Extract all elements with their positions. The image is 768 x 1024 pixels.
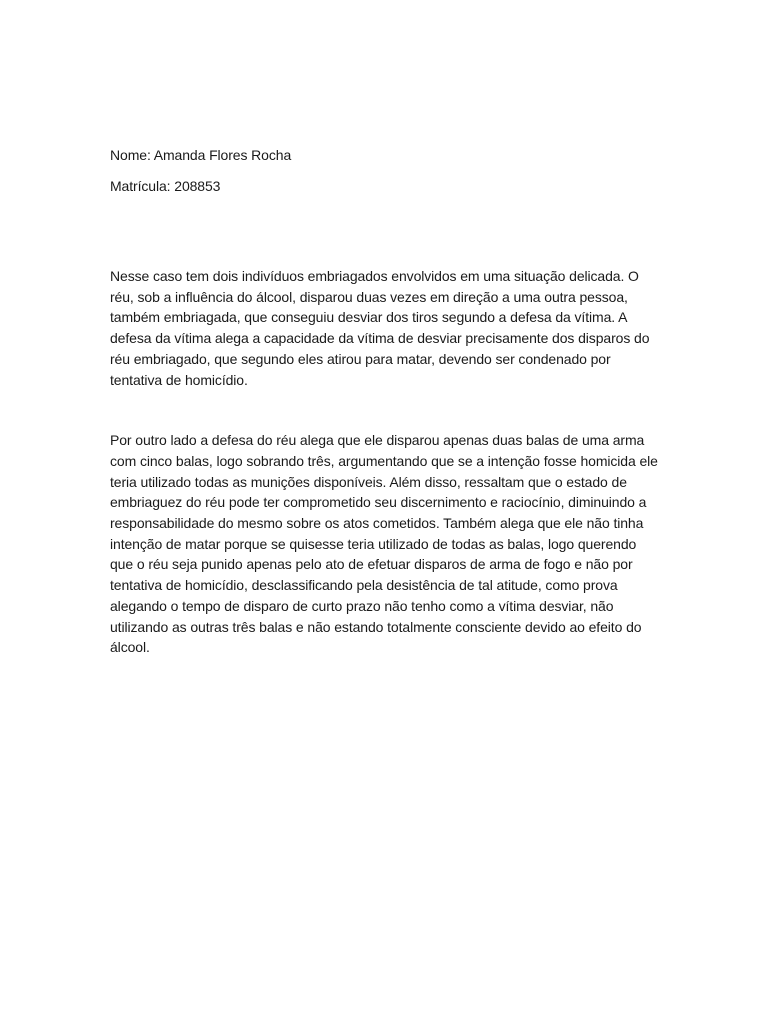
paragraph-defendant-defense: Por outro lado a defesa do réu alega que ele disparou apenas duas balas de uma arma com cinco balas, logo sobrando três, argumentando que se a intenção fosse homicida ele teria utilizado todas as munições disponíveis. Além disso, ressaltam que o estado de embriaguez do réu pode ter comprometido seu discernimento e raciocínio, diminuindo a responsabilidade do mesmo sobre os atos cometidos. Também alega que ele não tinha intenção de matar porque se quisesse teria utilizado de todas as balas, logo querendo que o réu seja punido apenas pelo ato de efetuar disparos de arma de fogo e não por tentativa de homicídio, desclassificando pela desistência de tal atitude, como prova alegando o tempo de disparo de curto prazo não tenho como a vítima desviar, não utilizando as outras três balas e não estando totalmente consciente devido ao efeito do álcool. [110, 432, 658, 656]
document-body [110, 145, 660, 658]
student-name: Nome: Amanda Flores Rocha [110, 147, 292, 163]
student-id: Matrícula: 208853 [110, 178, 221, 194]
paragraph-victim-defense: Nesse caso tem dois indivíduos embriagados envolvidos em uma situação delicada. O réu, sob a influência do álcool, disparou duas vezes em direção a uma outra pessoa, também embriagada, que conseguiu desviar dos tiros segundo a defesa da vítima. A defesa da vítima alega a capacidade da vítima de desviar precisamente dos disparos do réu embriagado, que segundo eles atirou para matar, devendo ser condenado por tentativa de homicídio. [110, 268, 650, 388]
